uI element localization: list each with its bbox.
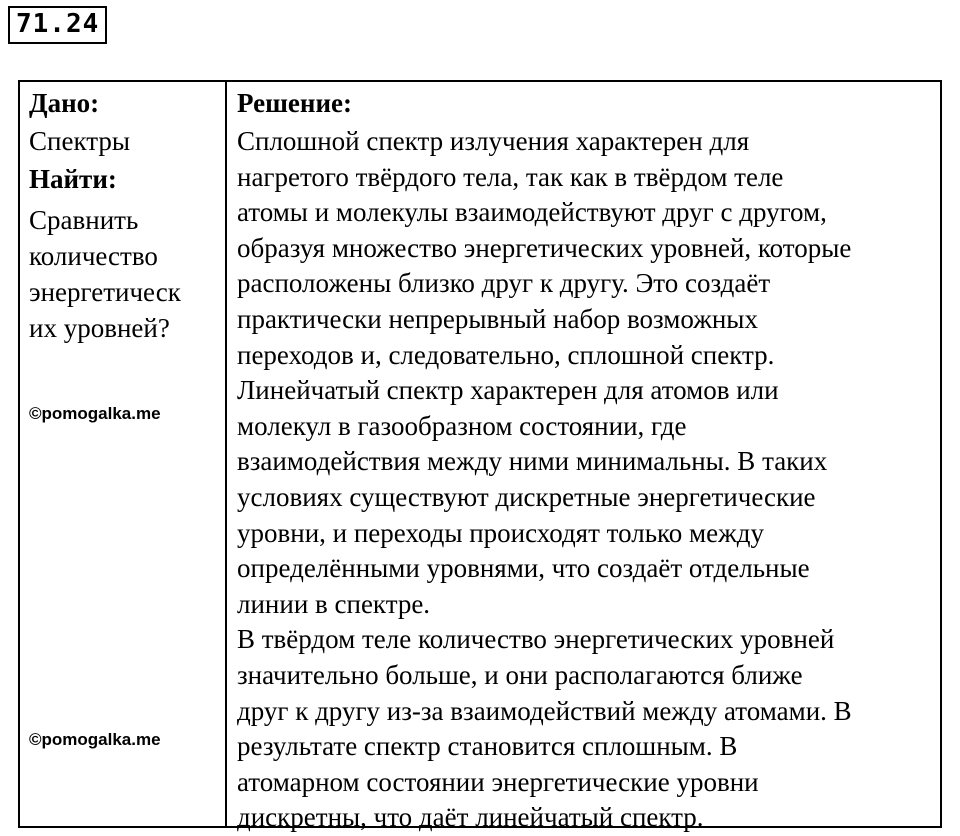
text-line: результате спектр становится сплошным. В xyxy=(237,731,738,762)
text-line: друг к другу из-за взаимодействий между атомами. В xyxy=(237,695,852,726)
find-line: энергетическ xyxy=(29,277,181,307)
text-line: линии в спектре. xyxy=(237,588,431,619)
text-line: значительно больше, и они располагаются ближе xyxy=(237,659,803,690)
text-line: В твёрдом теле количество энергетических уровней xyxy=(237,624,835,655)
given-heading: Дано: xyxy=(29,88,100,118)
text-line: расположены близко друг к другу. Это создаёт xyxy=(237,268,771,299)
text-line: молекул в газообразном состоянии, где xyxy=(237,410,687,441)
text-line: условиях существуют дискретные энергетические xyxy=(237,481,816,512)
given-text: Спектры xyxy=(29,126,130,156)
problem-number: 71.24 xyxy=(8,6,107,44)
text-line: практически непрерывный набор возможных xyxy=(237,303,758,334)
text-line: дискретны, что даёт линейчатый спектр. xyxy=(237,802,704,833)
solution-paragraph xyxy=(237,622,932,836)
text-line: уровни, и переходы происходят только между xyxy=(237,517,764,548)
text-line: атомы и молекулы взаимодействуют друг с другом, xyxy=(237,197,827,228)
find-text xyxy=(29,202,225,346)
solution-paragraph xyxy=(237,373,932,622)
text-line: переходов и, следовательно, сплошной спектр. xyxy=(237,339,775,370)
text-line: взаимодействия между ними минимальны. В таких xyxy=(237,446,828,477)
text-line: Сплошной спектр излучения характерен для xyxy=(237,126,750,156)
watermark: ©pomogalka.me xyxy=(29,404,161,423)
find-line: Сравнить xyxy=(29,205,139,235)
find-line: их уровней? xyxy=(29,313,170,343)
text-line: нагретого твёрдого тела, так как в твёрдом теле xyxy=(237,161,784,192)
given-column xyxy=(20,82,227,826)
text-line: Линейчатый спектр характерен для атомов или xyxy=(237,375,779,406)
text-line: определёнными уровнями, что создаёт отдельные xyxy=(237,553,810,584)
solution-column xyxy=(227,82,940,833)
solution-paragraph xyxy=(237,124,932,373)
task-table xyxy=(18,80,942,833)
solution-text xyxy=(237,124,932,836)
find-heading: Найти: xyxy=(29,164,117,194)
watermark: ©pomogalka.me xyxy=(29,730,161,749)
text-line: образуя множество энергетических уровней, которые xyxy=(237,232,852,263)
find-line: количество xyxy=(29,241,158,271)
solution-heading: Решение: xyxy=(237,88,352,118)
text-line: атомарном состоянии энергетические уровни xyxy=(237,766,759,797)
